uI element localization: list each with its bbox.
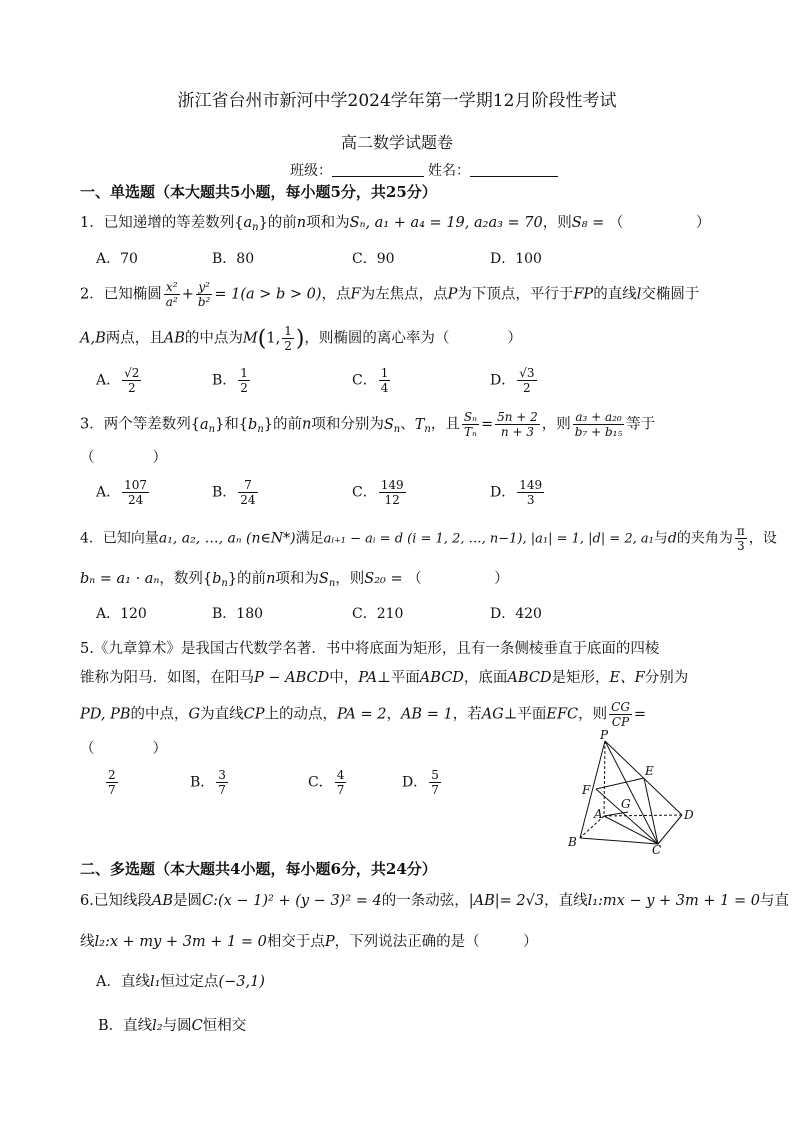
q5-base: ABCD <box>507 670 552 686</box>
q5-text: 锥称为阳马．如图，在阳马 <box>80 670 254 686</box>
q3-option-c[interactable]: C． $\frac{149}{12}$ <box>352 478 404 507</box>
q4-text: 满足 <box>295 530 324 547</box>
q4-option-a[interactable]: A．120 <box>96 606 147 622</box>
q6-point-p: P <box>324 934 335 950</box>
question-5-line-3 <box>80 700 646 729</box>
q4-text: ，数列{ <box>159 571 213 587</box>
q4-angle: $\frac{\pi}{3}$ <box>736 524 745 553</box>
q3-text: 项和分别为 <box>311 416 384 433</box>
edge-pc <box>605 741 658 844</box>
edge-fe <box>596 778 644 789</box>
q5-text: 为直线 <box>200 706 244 723</box>
q2-option-c[interactable]: C． $\frac{1}{4}$ <box>352 366 389 395</box>
q3-answer-paren: （ ） <box>80 450 167 466</box>
q2-option-a[interactable]: A． $\frac{√2}{2}$ <box>96 366 140 395</box>
q4-text: }的前 <box>227 571 267 587</box>
q5-text: 是矩形， <box>551 670 610 686</box>
q5-ag-perp: AG⊥ <box>481 706 518 723</box>
q4-vectors: a₁, a₂, …, aₙ (n∈N*) <box>158 530 296 547</box>
q4-option-d[interactable]: D．420 <box>490 606 542 622</box>
exam-title: 浙江省台州市新河中学2024学年第一学期12月阶段性考试 <box>177 91 617 111</box>
q5-pyramid: P − ABCD <box>254 670 330 686</box>
q5-option-a[interactable]: $\frac{2}{7}$ <box>108 768 116 797</box>
q4-answer-paren: （ ） <box>407 571 509 587</box>
q6-opt-line: l₁ <box>149 974 161 990</box>
class-blank[interactable] <box>332 162 424 177</box>
q1-condition: Sₙ, a₁ + a₄ = 19, a₂a₃ = 70 <box>349 215 543 231</box>
q3-text: ，且 <box>430 416 460 433</box>
q6-line-l1: l₁:mx − y + 3m + 1 = 0 <box>587 893 760 909</box>
q6-chord: |AB|= 2√3 <box>468 893 545 909</box>
q3-option-b[interactable]: B． $\frac{7}{24}$ <box>212 478 256 507</box>
q6-segment: AB <box>151 893 173 909</box>
q2-text: 交椭圆于 <box>641 286 700 303</box>
q6-fixed-point: (−3,1) <box>218 974 265 990</box>
q4-text: 项和为 <box>275 571 319 587</box>
label-a: A <box>594 807 603 821</box>
q2-points: A,B <box>80 330 106 347</box>
q5-pa: PA = 2 <box>336 706 387 723</box>
question-6-line-2 <box>80 930 538 951</box>
q4-condition: aᵢ₊₁ − aᵢ = d (i = 1, 2, …, n−1), |a₁| = 1, |d| = 2, a₁ <box>323 531 654 547</box>
q1-s8: S₈ = <box>571 215 605 231</box>
label-c: C <box>652 843 662 854</box>
class-label: 班级： <box>290 163 332 179</box>
q3-text: 3．两个等差数列{ <box>80 416 200 433</box>
q2-text: 的中点为 <box>184 330 243 347</box>
q5-text: 平面 <box>517 706 547 723</box>
question-1: 1．已知递增的等差数列$\{a_n\}$的前n项和为Sₙ, a₁ + a₄ = 19, a₂a₃ = 70，则S₈ = （ ） <box>80 215 711 233</box>
label-e: E <box>645 764 654 778</box>
q1-text: ，则 <box>542 215 572 231</box>
yangma-pyramid-figure <box>560 728 700 854</box>
question-3: 3．两个等差数列$\{a_n\}$和$\{b_n\}$的前n项和分别为$S_n$、$T_n$，且 $\frac{\text{Sₙ}}{\text{Tₙ}}$ = $\frac{5n + 2}{n + 3}$ ，则 $\frac{\text{a₃ + a₂₀}}{\text{b₇ + b₁₅}}$ 等于 <box>80 410 656 439</box>
q5-option-b[interactable]: B． $\frac{3}{7}$ <box>190 768 226 797</box>
q1-text: 项和为 <box>306 215 350 231</box>
q6-text: 6.已知线段 <box>80 893 152 909</box>
q1-text: }的前 <box>258 215 297 231</box>
student-info-line <box>290 160 562 180</box>
q5-text: = <box>633 706 647 723</box>
q1-an: a <box>243 215 253 231</box>
q6-opt-circle: C <box>191 1018 203 1034</box>
q5-option-d[interactable]: D． $\frac{5}{7}$ <box>402 768 439 797</box>
q2-ellipse-condition: = 1(a > b > 0) <box>214 286 322 303</box>
q6-opt-text: B．直线 <box>98 1018 153 1034</box>
q6-option-a[interactable] <box>96 970 265 991</box>
q6-text: 相交于点 <box>266 934 325 950</box>
edge-bc <box>580 838 658 844</box>
q5-points: E、F <box>609 670 645 686</box>
q6-text: 线 <box>80 934 95 950</box>
q1-option-d[interactable]: D．100 <box>490 251 542 267</box>
q5-plane-efc: EFC <box>546 706 579 723</box>
q2-text: 2．已知椭圆 <box>80 286 162 303</box>
q3-text: }的前 <box>263 416 302 433</box>
q1-option-c[interactable]: C．90 <box>352 251 395 267</box>
q3-text: 、 <box>400 416 415 433</box>
q6-text: 是圆 <box>172 893 202 909</box>
question-4-line-2: bₙ = a₁ · aₙ，数列$\{b_n\}$的前n项和为$S_n$，则S₂₀ = （ ） <box>80 571 509 589</box>
q5-perp: PA⊥ <box>358 670 391 686</box>
label-d: D <box>684 808 694 822</box>
q5-text: 分别为 <box>644 670 689 686</box>
label-g: G <box>621 797 631 811</box>
q2-option-b[interactable]: B． $\frac{1}{2}$ <box>212 366 248 395</box>
question-4-line-1 <box>80 524 777 553</box>
q4-option-c[interactable]: C．210 <box>352 606 404 622</box>
q3-text: 等于 <box>626 416 656 433</box>
q5-option-c[interactable]: C． $\frac{4}{7}$ <box>308 768 345 797</box>
q5-text: 的中点， <box>130 706 189 723</box>
q3-option-a[interactable]: A． $\frac{107}{24}$ <box>96 478 148 507</box>
q4-s20: S₂₀ = <box>364 571 403 587</box>
q1-text: 1．已知递增的等差数列{ <box>80 215 244 231</box>
q5-point-g: G <box>188 706 201 723</box>
q2-option-d[interactable]: D． $\frac{√3}{2}$ <box>490 366 535 395</box>
q2-text: ，点 <box>321 286 351 303</box>
q6-opt-text: 与圆 <box>162 1018 192 1034</box>
exam-subtitle: 高二数学试题卷 <box>340 133 453 152</box>
q4-text: ，设 <box>748 530 777 547</box>
q5-ratio: $\frac{CG}{CP}$ <box>611 700 630 729</box>
q4-text: 与 <box>653 530 668 547</box>
q6-text: ，下列说法正确的是（ ） <box>334 934 538 950</box>
q3-target-ratio: $\frac{\text{a₃ + a₂₀}}{\text{b₇ + b₁₅}}$ <box>574 410 623 439</box>
q3-ratio-value: $\frac{5n + 2}{n + 3}$ <box>497 410 538 439</box>
q3-ratio: $\frac{\text{Sₙ}}{\text{Tₙ}}$ <box>463 410 477 439</box>
q2-text: 的直线 <box>593 286 637 303</box>
q5-text: ，则 <box>578 706 608 723</box>
edge-pa <box>604 741 605 816</box>
q5-text: ， <box>386 706 401 723</box>
q1-option-b[interactable]: B．80 <box>212 251 255 267</box>
q6-text: 的一条动弦， <box>381 893 469 909</box>
section-single-choice: 一、单选题（本大题共5小题，每小题5分，共25分） <box>80 183 437 201</box>
q3-text: ，则 <box>541 416 571 433</box>
q4-option-b[interactable]: B．180 <box>212 606 264 622</box>
q5-answer-paren: （ ） <box>80 741 167 757</box>
q2-text: 两点，且 <box>105 330 164 347</box>
q6-option-b[interactable] <box>98 1014 246 1035</box>
q5-text: 上的动点， <box>264 706 337 723</box>
question-2-line-2: A,B两点，且AB的中点为M(1, $\frac{1}{2}$ )，则椭圆的离心率为（ ） <box>80 324 522 353</box>
q2-midpoint: M <box>242 330 258 347</box>
q1-answer-paren: （ ） <box>608 215 711 231</box>
q2-segment: AB <box>163 330 185 347</box>
label-b: B <box>568 835 577 849</box>
q5-text: ，若 <box>452 706 482 723</box>
q4-text: 4．已知向量 <box>80 530 159 547</box>
q6-opt-text: 恒相交 <box>202 1018 247 1034</box>
q2-text: ，则椭圆的离心率为（ ） <box>304 330 522 347</box>
q5-text: 中， <box>329 670 359 686</box>
question-6-line-1 <box>80 889 789 910</box>
q5-plane: ABCD <box>419 670 464 686</box>
q1-option-a[interactable]: A．70 <box>96 251 138 267</box>
q5-text: 平面 <box>390 670 420 686</box>
name-label: 姓名： <box>428 163 470 179</box>
q6-text: ，直线 <box>544 893 588 909</box>
q6-text: 与直 <box>759 893 789 909</box>
question-2-line-1: 2．已知椭圆 $\frac{\text{x²}}{\text{a²}}$ + $\frac{\text{y²}}{\text{b²}}$ = 1(a > b > 0)，点F为左焦点，点P为下顶点，平行于FP的直线l交椭圆于 <box>80 280 700 309</box>
q5-text: ，底面 <box>463 670 508 686</box>
question-5-line-1: 5.《九章算术》是我国古代数学名著．书中将底面为矩形，且有一条侧棱垂直于底面的四棱 <box>80 641 660 657</box>
q3-option-d[interactable]: D． $\frac{149}{3}$ <box>490 478 543 507</box>
q4-text: 的夹角为 <box>676 530 733 547</box>
q2-text: 为左焦点，点 <box>360 286 448 303</box>
label-p: P <box>600 728 609 742</box>
q2-ellipse-y-term: $\frac{\text{y²}}{\text{b²}}$ <box>197 280 211 309</box>
q6-opt-text: 恒过定点 <box>160 974 219 990</box>
q5-line-cp: CP <box>243 706 265 723</box>
q6-circle: C:(x − 1)² + (y − 3)² = 4 <box>201 893 382 909</box>
q4-vector-d: d <box>667 530 677 547</box>
q5-edges: PD, PB <box>80 706 131 723</box>
q6-opt-text: A．直线 <box>96 974 150 990</box>
q6-opt-line: l₂ <box>152 1018 163 1034</box>
q2-ellipse-x-term: $\frac{\text{x²}}{\text{a²}}$ <box>165 280 178 309</box>
question-5-line-2 <box>80 666 688 687</box>
q4-bn-definition: bₙ = a₁ · aₙ <box>80 571 160 587</box>
q4-text: ，则 <box>335 571 365 587</box>
label-f: F <box>582 783 591 797</box>
q5-ab: AB = 1 <box>400 706 453 723</box>
q6-line-l2: l₂:x + my + 3m + 1 = 0 <box>94 934 267 950</box>
section-multi-choice: 二、多选题（本大题共4小题，每小题6分，共24分） <box>80 860 437 878</box>
q2-text: 为下顶点，平行于 <box>457 286 574 303</box>
name-blank[interactable] <box>470 162 558 177</box>
q3-text: }和{ <box>215 416 249 433</box>
edge-cd <box>658 815 682 844</box>
